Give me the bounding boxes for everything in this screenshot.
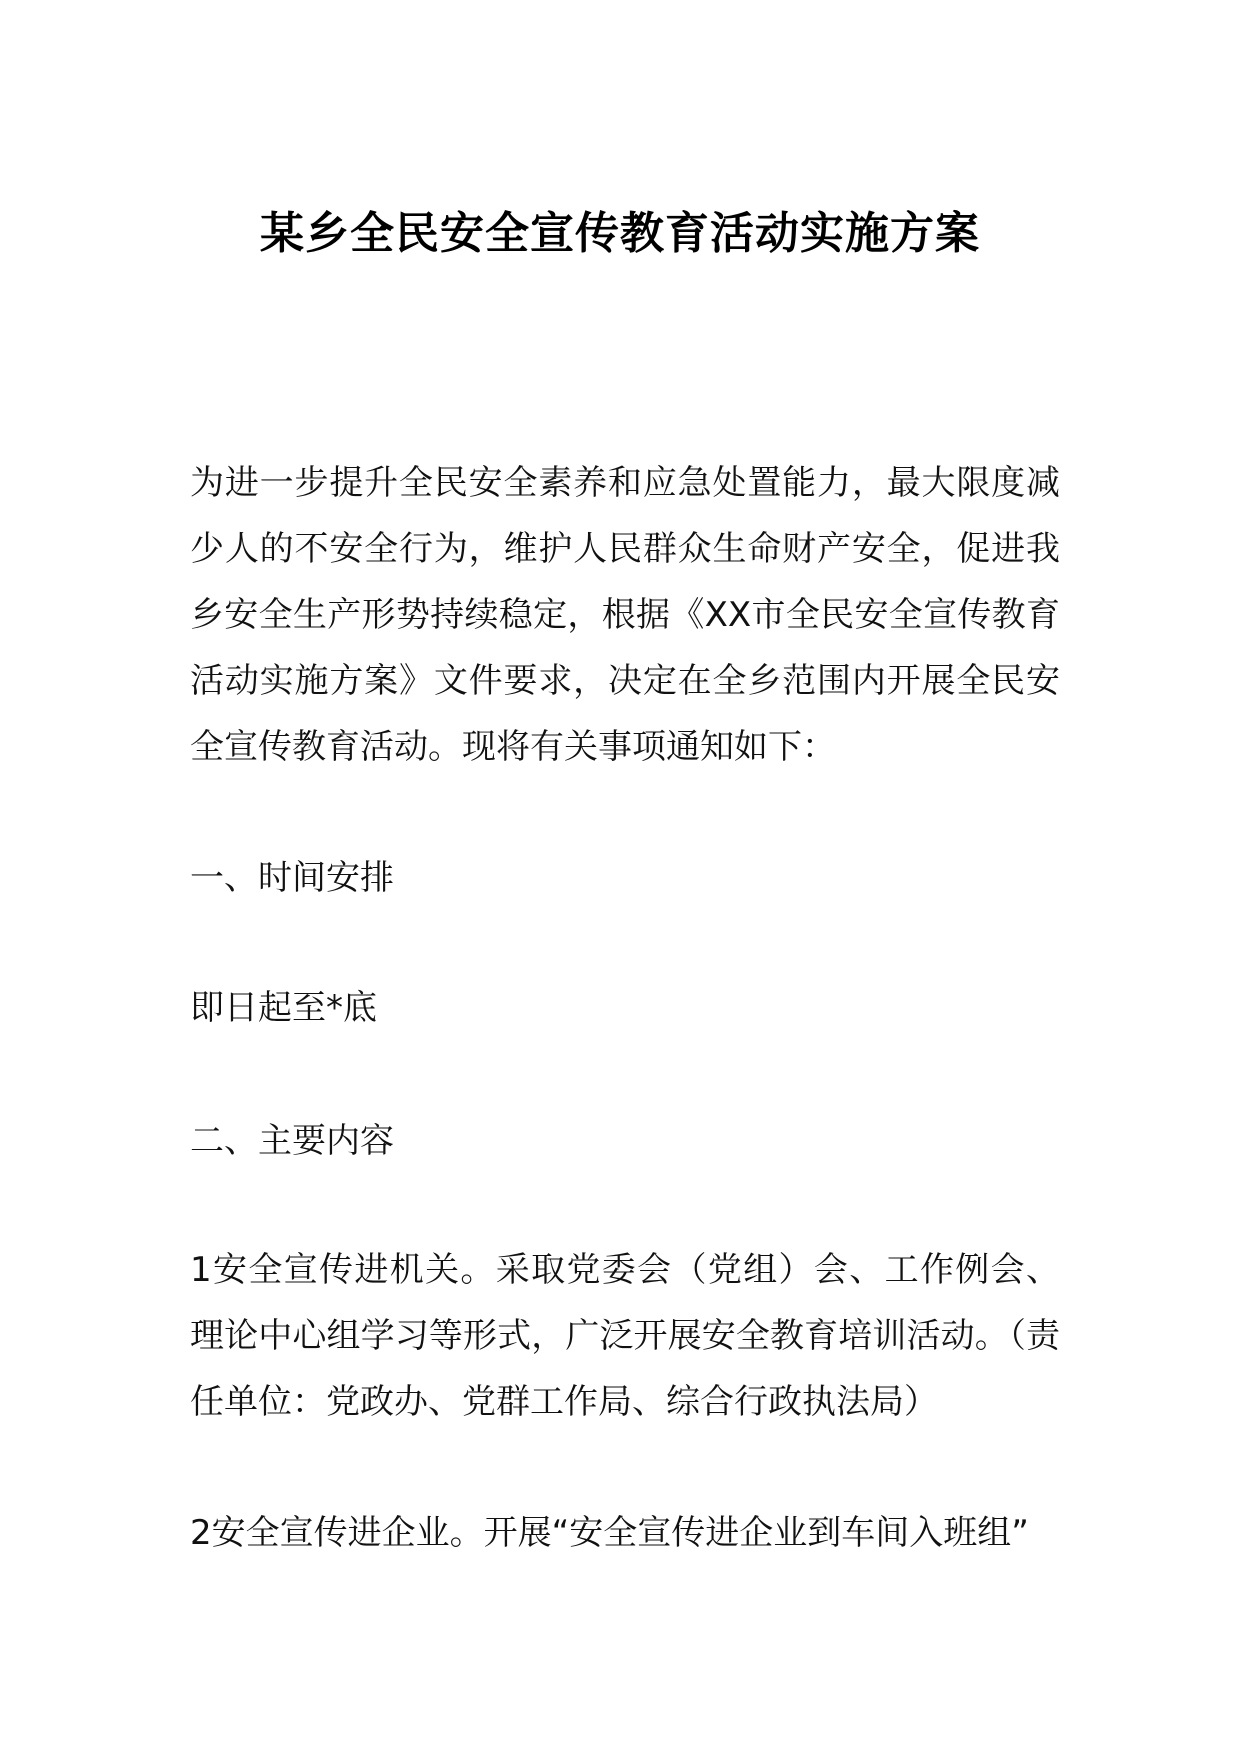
content-item-2: 2安全宣传进企业。开展“安全宣传进企业到车间入班组” [190, 1513, 1029, 1553]
document-title: 某乡全民安全宣传教育活动实施方案 [260, 208, 980, 259]
content-item-1: 1安全宣传进机关。采取党委会（党组）会、工作例会、理论中心组学习等形式，广泛开展安全教育培训活动。（责任单位：党政办、党群工作局、综合行政执法局） [190, 1250, 1060, 1422]
section-heading-schedule: 一、时间安排 [190, 858, 394, 898]
intro-paragraph: 为进一步提升全民安全素养和应急处置能力，最大限度减少人的不安全行为，维护人民群众生命财产安全，促进我乡安全生产形势持续稳定，根据《XX市全民安全宣传教育活动实施方案》文件要求，决定在全乡范围内开展全民安全宣传教育活动。现将有关事项通知如下： [190, 463, 1060, 767]
schedule-paragraph: 即日起至*底 [190, 988, 377, 1028]
section-heading-main-content: 二、主要内容 [190, 1121, 394, 1161]
